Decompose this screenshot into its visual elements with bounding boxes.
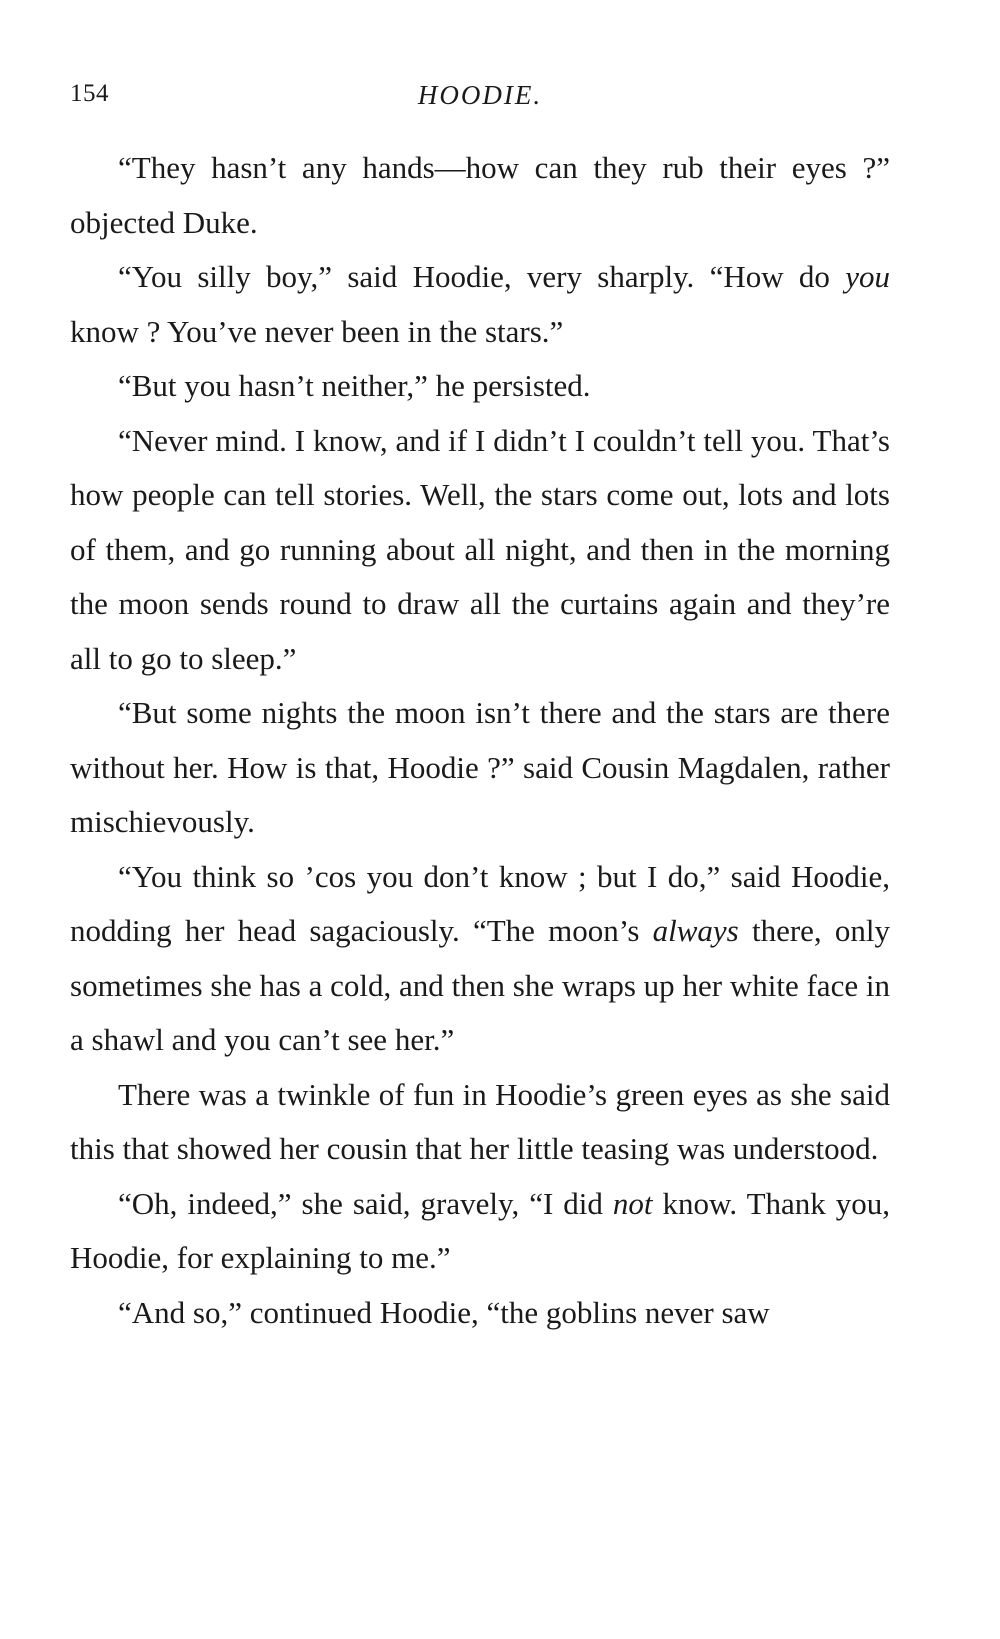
text-run: know. Thank you, Hoodie, for explaining to me.” <box>70 1185 891 1275</box>
paragraph <box>70 359 890 414</box>
paragraph <box>70 141 890 250</box>
text-run: “And so,” continued Hoodie, “the goblins never saw <box>118 1294 770 1330</box>
text-run: know ? You’ve never been in the stars.” <box>70 313 564 349</box>
running-title: HOODIE. <box>417 80 543 110</box>
paragraph <box>70 414 890 687</box>
text-run: “But some nights the moon isn’t there and the stars are there without her. How is that, Hoodie ?” said Cousin Magdalen, rather mischievously. <box>70 695 890 839</box>
paragraph <box>70 1286 890 1341</box>
text-run: “Never mind. I know, and if I didn’t I couldn’t tell you. That’s how people can tell stories. Well, the stars come out, lots and lots of them, and go running about all night, and then in the morning the moon sends round to draw all the curtains again and they’re all to go to sleep.” <box>70 422 890 676</box>
text-run: there, only sometimes she has a cold, and then she wraps up her white face in a shawl and you can’t see her.” <box>70 913 890 1057</box>
paragraph <box>70 686 890 850</box>
text-run: “Oh, indeed,” she said, gravely, “I did <box>118 1185 613 1221</box>
paragraph <box>70 250 890 359</box>
paragraph <box>70 1177 890 1286</box>
italic-text: you <box>845 259 890 294</box>
text-run: “They hasn’t any hands—how can they rub their eyes ?” objected Duke. <box>70 150 890 240</box>
text-run: There was a twinkle of fun in Hoodie’s green eyes as she said this that showed her cousin that her little teasing was understood. <box>70 1076 890 1166</box>
text-run: “You silly boy,” said Hoodie, very sharply. “How do <box>118 259 846 294</box>
paragraph <box>70 1068 890 1177</box>
italic-text: not <box>612 1185 653 1221</box>
page-header <box>70 80 890 120</box>
italic-text: always <box>652 913 739 948</box>
paragraph <box>70 850 890 1068</box>
text-run: “But you hasn’t neither,” he persisted. <box>118 368 591 403</box>
body-text <box>70 141 890 1340</box>
page-number: 154 <box>70 80 109 107</box>
text-run: “You think so ’cos you don’t know ; but I do,” said Hoodie, nodding her head sagaciously. “The moon’s <box>70 858 890 948</box>
